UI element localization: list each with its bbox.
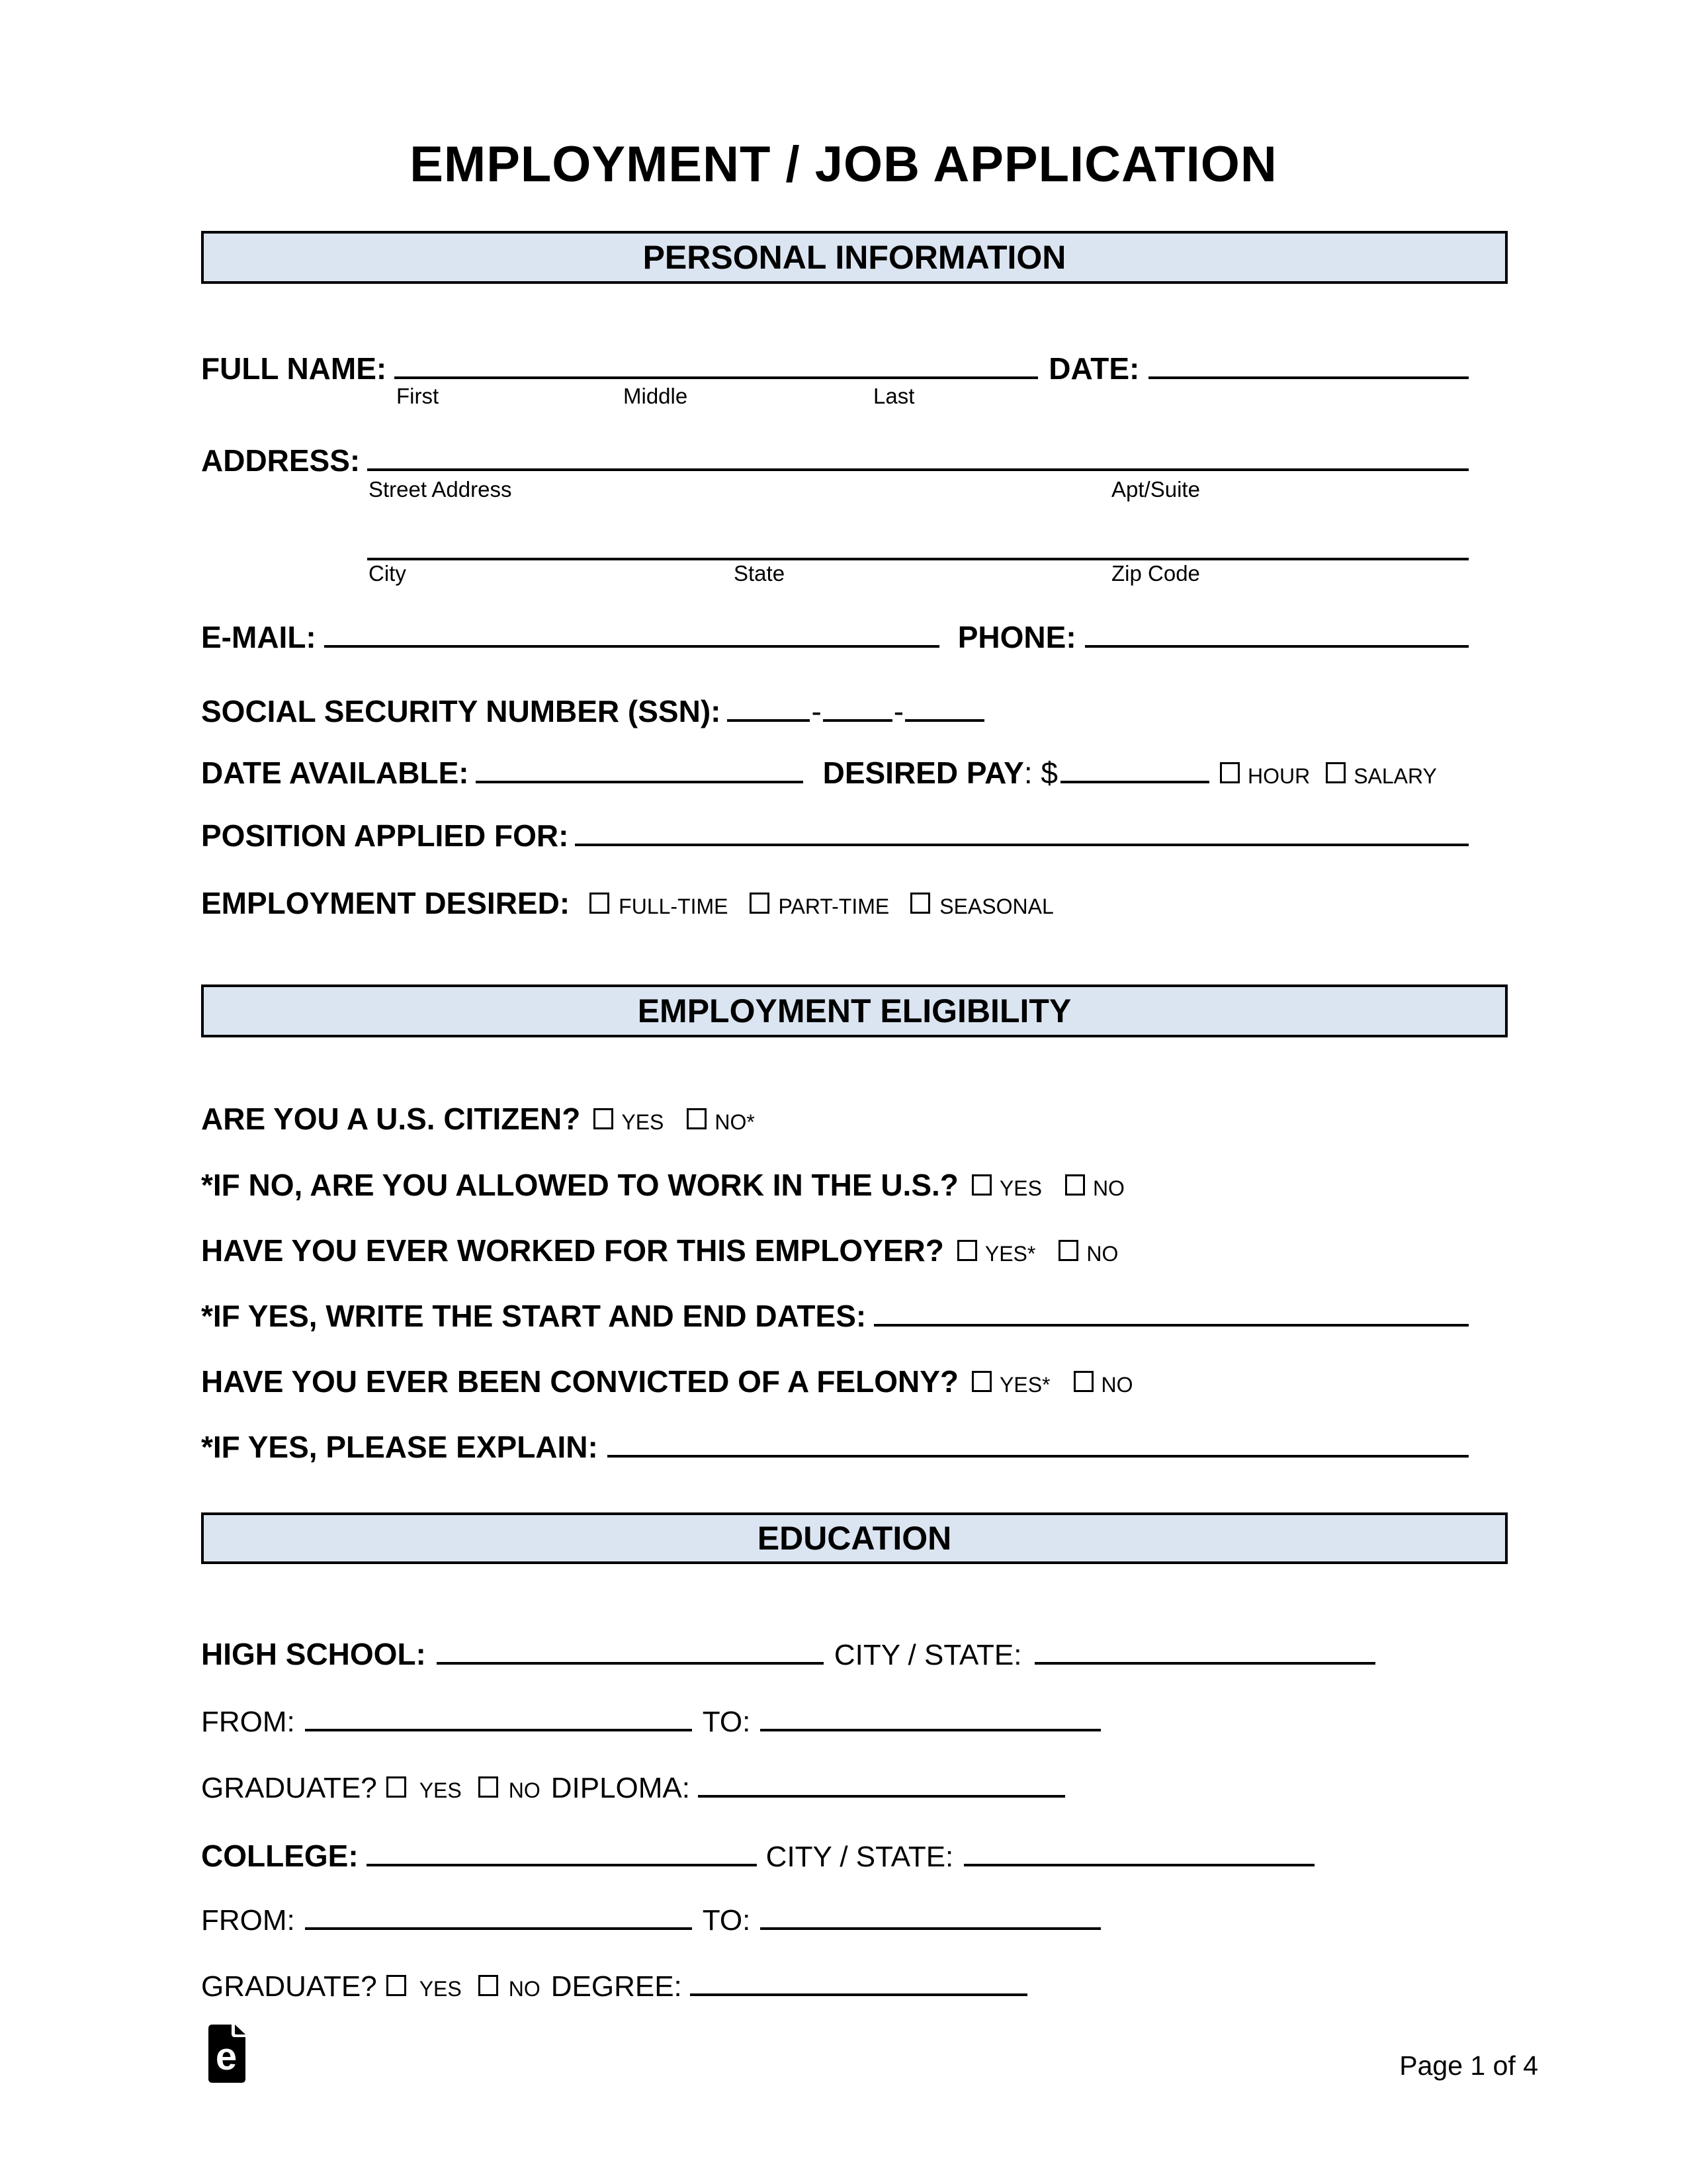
row-hs-from-to (201, 1706, 1469, 1739)
worked-yes-label: YES* (984, 1242, 1036, 1266)
hs-from-label: FROM: (201, 1706, 295, 1738)
checkbox-citizen-yes[interactable] (593, 1108, 613, 1129)
checkbox-worked-yes[interactable] (957, 1240, 977, 1261)
row-college-from-to (201, 1904, 1469, 1937)
full-name-label: FULL NAME: (201, 351, 387, 386)
desired-pay-field[interactable] (1060, 774, 1209, 783)
email-label: E-MAIL: (201, 620, 316, 654)
zip-code-sublabel: Zip Code (1111, 561, 1200, 586)
apt-suite-sublabel: Apt/Suite (1111, 477, 1200, 502)
row-address-line2 (201, 551, 1469, 554)
college-city-state-field[interactable] (964, 1857, 1315, 1866)
address-label: ADDRESS: (201, 443, 361, 478)
row-worked-question (201, 1233, 1469, 1268)
checkbox-college-graduate-yes[interactable] (386, 1975, 406, 1996)
phone-label: PHONE: (957, 620, 1076, 654)
desired-pay-label: DESIRED PAY (822, 756, 1024, 790)
date-field[interactable] (1148, 370, 1469, 379)
svg-text:e: e (215, 2035, 238, 2078)
allowed-yes-label: YES (999, 1176, 1042, 1200)
date-label: DATE: (1049, 351, 1140, 386)
start-end-dates-label: *IF YES, WRITE THE START AND END DATES: (201, 1299, 867, 1333)
explain-field[interactable] (607, 1448, 1469, 1458)
employment-desired-label: EMPLOYMENT DESIRED: (201, 886, 570, 920)
date-available-field[interactable] (476, 774, 803, 783)
college-label: COLLEGE: (201, 1839, 359, 1873)
start-end-dates-field[interactable] (874, 1317, 1469, 1327)
felony-question-label: HAVE YOU EVER BEEN CONVICTED OF A FELONY? (201, 1364, 959, 1399)
state-sublabel: State (734, 561, 785, 586)
city-state-zip-field[interactable] (367, 551, 1469, 560)
citizen-no-label: NO* (714, 1110, 755, 1134)
section-header-personal-label: PERSONAL INFORMATION (642, 239, 1066, 276)
checkbox-worked-no[interactable] (1059, 1240, 1078, 1261)
eforms-logo (208, 2025, 245, 2083)
row-position (201, 818, 1469, 853)
checkbox-hour[interactable] (1220, 762, 1240, 783)
position-applied-label: POSITION APPLIED FOR: (201, 818, 569, 853)
middle-sublabel: Middle (623, 384, 688, 408)
college-from-label: FROM: (201, 1904, 295, 1937)
row-start-end-dates (201, 1298, 1469, 1334)
worked-question-label: HAVE YOU EVER WORKED FOR THIS EMPLOYER? (201, 1233, 944, 1268)
checkbox-felony-no[interactable] (1074, 1371, 1094, 1392)
worked-no-label: NO (1086, 1242, 1119, 1266)
allowed-no-label: NO (1092, 1176, 1125, 1200)
desired-pay-punct: : $ (1023, 756, 1058, 790)
citizen-question-label: ARE YOU A U.S. CITIZEN? (201, 1102, 581, 1136)
diploma-label: DIPLOMA: (550, 1772, 690, 1804)
college-to-label: TO: (702, 1904, 751, 1937)
college-city-state-label: CITY / STATE: (765, 1841, 954, 1873)
full-name-field[interactable] (394, 370, 1038, 379)
checkbox-part-time[interactable] (750, 893, 769, 914)
row-felony-question (201, 1364, 1469, 1399)
college-graduate-yes-label: YES (419, 1977, 462, 2001)
row-employment-desired (201, 885, 1469, 921)
ssn-label: SOCIAL SECURITY NUMBER (SSN): (201, 694, 721, 728)
section-header-education-label: EDUCATION (757, 1520, 952, 1557)
diploma-field[interactable] (698, 1788, 1065, 1798)
full-time-option-label: FULL-TIME (619, 895, 728, 918)
checkbox-allowed-no[interactable] (1065, 1174, 1085, 1196)
felony-yes-label: YES* (1000, 1373, 1051, 1397)
first-sublabel: First (396, 384, 439, 408)
checkbox-hs-graduate-no[interactable] (478, 1776, 498, 1798)
row-address (201, 443, 1469, 478)
row-email-phone (201, 619, 1469, 655)
allowed-question-label: *IF NO, ARE YOU ALLOWED TO WORK IN THE U.S.? (201, 1168, 959, 1202)
ssn-separator-2: - (893, 694, 904, 728)
college-from-field[interactable] (305, 1921, 692, 1930)
degree-label: DEGREE: (550, 1970, 682, 2003)
ssn-field-2[interactable] (823, 713, 892, 722)
checkbox-college-graduate-no[interactable] (478, 1975, 498, 1996)
row-full-name (201, 351, 1469, 386)
ssn-field-1[interactable] (727, 713, 810, 722)
checkbox-hs-graduate-yes[interactable] (386, 1776, 406, 1798)
last-sublabel: Last (873, 384, 915, 408)
hs-graduate-yes-label: YES (419, 1778, 462, 1802)
date-available-label: DATE AVAILABLE: (201, 756, 469, 790)
subrow-street (201, 477, 1469, 506)
hs-city-state-field[interactable] (1035, 1655, 1375, 1665)
checkbox-seasonal[interactable] (910, 893, 930, 914)
position-applied-field[interactable] (575, 837, 1469, 846)
row-college (201, 1838, 1469, 1874)
section-header-education (201, 1512, 1508, 1564)
felony-no-label: NO (1101, 1373, 1133, 1397)
row-date-available-pay (201, 755, 1469, 791)
street-address-sublabel: Street Address (368, 477, 512, 502)
row-college-graduate (201, 1970, 1469, 2003)
hs-to-label: TO: (702, 1706, 751, 1738)
subrow-city-state-zip (201, 561, 1469, 590)
street-address-field[interactable] (367, 462, 1469, 471)
high-school-label: HIGH SCHOOL: (201, 1637, 426, 1671)
section-header-eligibility (201, 984, 1508, 1037)
seasonal-option-label: SEASONAL (939, 895, 1054, 918)
citizen-yes-label: YES (621, 1110, 664, 1134)
hs-graduate-no-label: NO (508, 1778, 541, 1802)
subrow-name (201, 384, 1469, 413)
checkbox-felony-yes[interactable] (972, 1371, 992, 1392)
college-to-field[interactable] (760, 1921, 1101, 1930)
part-time-option-label: PART-TIME (778, 895, 890, 918)
checkbox-allowed-yes[interactable] (972, 1174, 992, 1196)
row-allowed-question (201, 1167, 1469, 1203)
checkbox-salary[interactable] (1326, 762, 1346, 783)
page-number: Page 1 of 4 (1399, 2050, 1538, 2081)
hs-city-state-label: CITY / STATE: (834, 1639, 1022, 1671)
row-hs-graduate (201, 1772, 1469, 1805)
section-header-eligibility-label: EMPLOYMENT ELIGIBILITY (637, 992, 1072, 1029)
row-high-school (201, 1636, 1469, 1672)
college-graduate-label: GRADUATE? (201, 1970, 377, 2003)
checkbox-citizen-no[interactable] (687, 1108, 707, 1129)
page-title: EMPLOYMENT / JOB APPLICATION (410, 136, 1277, 193)
college-field[interactable] (367, 1857, 757, 1866)
row-citizen-question (201, 1101, 1469, 1137)
hs-to-field[interactable] (760, 1722, 1101, 1731)
hs-from-field[interactable] (305, 1722, 692, 1731)
ssn-separator-1: - (811, 694, 822, 728)
hour-option-label: HOUR (1247, 764, 1311, 788)
checkbox-full-time[interactable] (589, 893, 609, 914)
row-explain (201, 1429, 1469, 1465)
row-ssn (201, 693, 1469, 729)
ssn-field-3[interactable] (905, 713, 984, 722)
eforms-logo-icon (208, 2025, 245, 2083)
city-sublabel: City (368, 561, 406, 586)
salary-option-label: SALARY (1354, 764, 1437, 788)
explain-label: *IF YES, PLEASE EXPLAIN: (201, 1430, 598, 1464)
section-header-personal (201, 231, 1508, 284)
hs-graduate-label: GRADUATE? (201, 1772, 377, 1804)
email-field[interactable] (324, 638, 939, 648)
high-school-field[interactable] (437, 1655, 824, 1665)
degree-field[interactable] (690, 1987, 1027, 1996)
phone-field[interactable] (1085, 638, 1469, 648)
college-graduate-no-label: NO (508, 1977, 541, 2001)
